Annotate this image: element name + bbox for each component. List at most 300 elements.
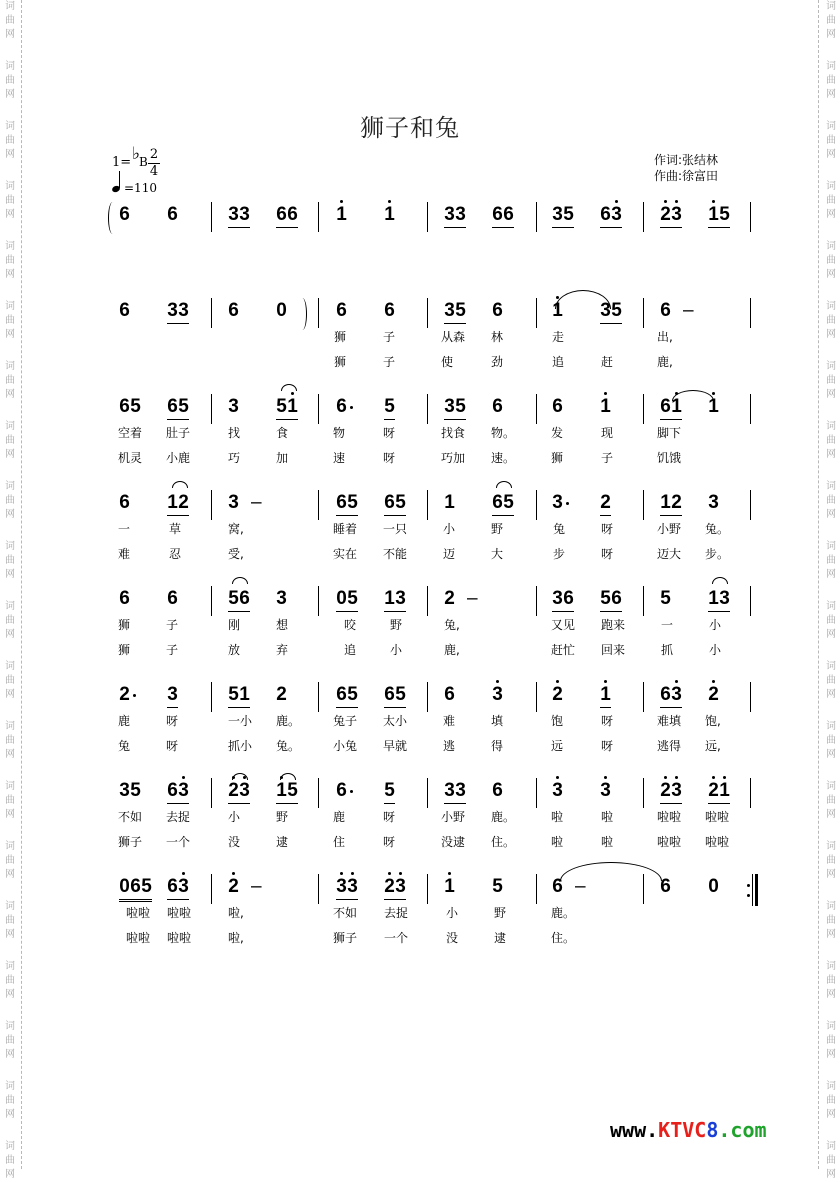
barline bbox=[211, 874, 212, 904]
watermark-char: 词 bbox=[826, 601, 836, 612]
note-group: 1 bbox=[600, 396, 611, 418]
lyric-verse-1: 鹿。 bbox=[276, 714, 301, 728]
watermark-char: 网 bbox=[826, 209, 836, 220]
slur-tie bbox=[232, 577, 248, 584]
watermark-char: 曲 bbox=[826, 915, 836, 926]
slur-tie bbox=[496, 481, 512, 488]
watermark-char: 词 bbox=[5, 721, 15, 732]
watermark-char: 词 bbox=[5, 121, 15, 132]
note-group: 1 5 bbox=[708, 204, 730, 228]
lyric-verse-2: 兔。 bbox=[276, 739, 301, 753]
watermark-group bbox=[3, 1020, 17, 1062]
watermark-char: 网 bbox=[826, 929, 836, 940]
note-group: 35 bbox=[444, 300, 466, 324]
note-group: 1 bbox=[552, 300, 563, 322]
note-group: 1 bbox=[600, 684, 611, 708]
watermark-char: 曲 bbox=[826, 195, 836, 206]
note-group: 6 bbox=[119, 204, 130, 225]
note-group: 6 bbox=[492, 780, 503, 801]
note-group: 1 bbox=[708, 396, 719, 418]
lyric-verse-2: 迈大 bbox=[657, 547, 682, 561]
watermark-char: 网 bbox=[826, 509, 836, 520]
tempo-value: =110 bbox=[124, 181, 157, 195]
watermark-char: 词 bbox=[5, 1021, 15, 1032]
watermark-char: 网 bbox=[5, 869, 15, 880]
barline bbox=[318, 682, 319, 712]
slur-tie bbox=[281, 384, 297, 391]
barline bbox=[643, 586, 644, 616]
lyric-verse-2: 速 bbox=[333, 451, 346, 465]
lyric-verse-2: 子 bbox=[601, 451, 614, 465]
slur-tie bbox=[172, 481, 188, 488]
note-group: 6 bbox=[119, 300, 130, 321]
lyric-verse-2: 步 bbox=[553, 547, 566, 561]
watermark-char: 词 bbox=[826, 121, 836, 132]
lyric-verse-1: 呀 bbox=[383, 426, 396, 440]
song-title: 狮子和兔 bbox=[360, 114, 460, 142]
watermark-char: 词 bbox=[826, 961, 836, 972]
watermark-char: 曲 bbox=[826, 495, 836, 506]
watermark-char: 网 bbox=[5, 209, 15, 220]
lyric-verse-2: 呀 bbox=[383, 835, 396, 849]
lyric-verse-2: 啦 bbox=[551, 835, 564, 849]
watermark-char: 网 bbox=[826, 629, 836, 640]
note-group: 3 bbox=[708, 492, 719, 513]
lyric-verse-2: 小 bbox=[709, 643, 722, 657]
watermark-char: 网 bbox=[826, 1109, 836, 1120]
barline bbox=[536, 490, 537, 520]
watermark-char: 曲 bbox=[5, 315, 15, 326]
barline bbox=[211, 682, 212, 712]
barline bbox=[750, 394, 751, 424]
lyric-verse-1: 跑来 bbox=[601, 618, 626, 632]
lyric-verse-1: 刚 bbox=[228, 618, 241, 632]
lyric-verse-1: 窝, bbox=[228, 522, 244, 536]
lyric-verse-1: 啦 bbox=[551, 810, 564, 824]
note-group: 3 3 bbox=[336, 876, 358, 900]
note-group: 5 bbox=[492, 876, 503, 897]
note-group: 2 bbox=[600, 492, 611, 516]
slur-tie bbox=[672, 390, 714, 401]
lyric-verse-2: 回来 bbox=[601, 643, 626, 657]
flat-icon: ♭ bbox=[132, 144, 141, 164]
final-barline-thin bbox=[752, 874, 753, 906]
watermark-char: 网 bbox=[5, 269, 15, 280]
note-group: 6 bbox=[444, 684, 455, 705]
note-group: 6 bbox=[660, 876, 671, 897]
note-group: 3 bbox=[276, 588, 287, 609]
lyric-verse-1: 林 bbox=[491, 330, 504, 344]
lyric-verse-1: 找食 bbox=[441, 426, 466, 440]
watermark-char: 词 bbox=[826, 1, 836, 12]
watermark-group bbox=[824, 1080, 838, 1122]
lyric-verse-1: 小 bbox=[443, 522, 456, 536]
lyric-verse-2: 逮 bbox=[276, 835, 289, 849]
watermark-char: 词 bbox=[826, 61, 836, 72]
watermark-char: 网 bbox=[5, 1169, 15, 1180]
watermark-char: 网 bbox=[826, 749, 836, 760]
watermark-char: 词 bbox=[5, 601, 15, 612]
watermark-char: 网 bbox=[5, 329, 15, 340]
lyric-verse-1: 物。 bbox=[491, 426, 516, 440]
lyric-verse-1: 一 bbox=[661, 618, 674, 632]
watermark-char: 网 bbox=[826, 869, 836, 880]
lyric-verse-2: 追 bbox=[552, 355, 565, 369]
lyric-verse-2: 狮子 bbox=[118, 835, 143, 849]
barline bbox=[643, 490, 644, 520]
lyric-verse-2: 追 bbox=[344, 643, 357, 657]
lyric-verse-1: 小 bbox=[709, 618, 722, 632]
lyric-verse-2: 实在 bbox=[333, 547, 358, 561]
note-group: 35 bbox=[552, 204, 574, 228]
time-signature: 2 4 bbox=[149, 147, 159, 179]
watermark-char: 词 bbox=[5, 781, 15, 792]
barline bbox=[643, 202, 644, 232]
lyric-verse-2: 忍 bbox=[169, 547, 182, 561]
watermark-char: 网 bbox=[826, 569, 836, 580]
note-group: 6 bbox=[492, 300, 503, 321]
lyric-verse-2: 赶 bbox=[601, 355, 614, 369]
barline bbox=[211, 394, 212, 424]
note-group: 65 bbox=[492, 492, 514, 516]
lyric-verse-1: 啦, bbox=[228, 906, 244, 920]
lyric-verse-2: 狮 bbox=[551, 451, 564, 465]
lyric-verse-1: 小 bbox=[446, 906, 459, 920]
barline bbox=[750, 682, 751, 712]
watermark-char: 网 bbox=[5, 689, 15, 700]
lyric-verse-2: 小鹿 bbox=[166, 451, 191, 465]
final-barline-thick bbox=[755, 874, 758, 906]
watermark-char: 曲 bbox=[5, 435, 15, 446]
note-group: 2 3 bbox=[660, 204, 682, 228]
lyric-verse-1: 野 bbox=[276, 810, 289, 824]
lyric-verse-2: 啦啦 bbox=[657, 835, 682, 849]
lyric-verse-2: 没 bbox=[446, 931, 459, 945]
lyric-verse-2: 啦啦 bbox=[167, 931, 192, 945]
lyric-verse-2: 劲 bbox=[491, 355, 504, 369]
barline bbox=[211, 202, 212, 232]
watermark-char: 曲 bbox=[5, 1035, 15, 1046]
lyric-verse-1: 子 bbox=[383, 330, 396, 344]
note-group: 33 bbox=[167, 300, 189, 324]
watermark-char: 曲 bbox=[5, 255, 15, 266]
note-group: 51 bbox=[276, 396, 298, 420]
watermark-char: 曲 bbox=[826, 15, 836, 26]
barline bbox=[536, 202, 537, 232]
note-group: 63 bbox=[167, 876, 189, 900]
note-group: 36 bbox=[552, 588, 574, 612]
lyric-verse-1: 食 bbox=[276, 426, 289, 440]
lyric-verse-1: 狮 bbox=[334, 330, 347, 344]
watermark-char: 词 bbox=[826, 301, 836, 312]
watermark-group bbox=[824, 60, 838, 102]
watermark-char: 网 bbox=[826, 89, 836, 100]
watermark-char: 网 bbox=[5, 509, 15, 520]
lyric-verse-2: 呀 bbox=[601, 547, 614, 561]
note-group: 6 – bbox=[552, 876, 586, 897]
watermark-char: 网 bbox=[5, 809, 15, 820]
lyric-verse-2: 兔 bbox=[118, 739, 131, 753]
barline bbox=[536, 298, 537, 328]
lyric-verse-2: 早就 bbox=[383, 739, 408, 753]
watermark-char: 曲 bbox=[826, 795, 836, 806]
note-group: 65 bbox=[336, 492, 358, 516]
lyric-verse-1: 呀 bbox=[601, 522, 614, 536]
lyric-verse-1: 又见 bbox=[551, 618, 576, 632]
watermark-group bbox=[3, 0, 17, 42]
barline bbox=[536, 586, 537, 616]
lyric-verse-2: 子 bbox=[166, 643, 179, 657]
barline bbox=[536, 874, 537, 904]
note-group: 1 bbox=[444, 492, 455, 513]
watermark-char: 曲 bbox=[5, 1155, 15, 1166]
lyric-verse-1: 走 bbox=[552, 330, 565, 344]
lyric-verse-1: 一只 bbox=[383, 522, 408, 536]
note-group: 6 bbox=[336, 300, 347, 321]
barline bbox=[427, 298, 428, 328]
watermark-char: 网 bbox=[5, 149, 15, 160]
barline bbox=[318, 298, 319, 328]
note-group: 65 bbox=[119, 396, 141, 417]
right-margin-line bbox=[818, 0, 819, 1169]
lyric-verse-1: 鹿 bbox=[333, 810, 346, 824]
lyric-verse-1: 野 bbox=[390, 618, 403, 632]
note-group: 6 bbox=[228, 300, 239, 321]
note-group: 2 – bbox=[228, 876, 262, 898]
note-group: 6 – bbox=[660, 300, 694, 321]
watermark-char: 曲 bbox=[5, 75, 15, 86]
lyric-verse-2: 放 bbox=[228, 643, 241, 657]
lyric-verse-2: 迈 bbox=[443, 547, 456, 561]
barline bbox=[750, 586, 751, 616]
watermark-char: 词 bbox=[5, 421, 15, 432]
lyric-verse-2: 一个 bbox=[166, 835, 191, 849]
watermark-char: 曲 bbox=[5, 975, 15, 986]
key-tonic: 1= bbox=[112, 155, 132, 170]
note-group: 2 bbox=[552, 684, 563, 706]
lyric-verse-2: 巧 bbox=[228, 451, 241, 465]
lyric-verse-2: 啦啦 bbox=[126, 931, 151, 945]
lyric-verse-1: 啦啦 bbox=[126, 906, 151, 920]
barline bbox=[427, 394, 428, 424]
note-group: 12 bbox=[660, 492, 682, 516]
lyric-verse-1: 一小 bbox=[228, 714, 253, 728]
lyric-verse-2: 巧加 bbox=[441, 451, 466, 465]
lyric-verse-1: 呀 bbox=[383, 810, 396, 824]
note-group: 6 bbox=[336, 396, 347, 418]
lyric-verse-2: 逃得 bbox=[657, 739, 682, 753]
lyric-verse-1: 小 bbox=[228, 810, 241, 824]
note-group: 5 bbox=[384, 780, 395, 804]
lyric-verse-2: 鹿, bbox=[657, 355, 673, 369]
barline bbox=[427, 874, 428, 904]
watermark-char: 曲 bbox=[5, 795, 15, 806]
lyric-verse-2: 逮 bbox=[494, 931, 507, 945]
watermark-char: 曲 bbox=[826, 255, 836, 266]
lyric-verse-1: 小野 bbox=[441, 810, 466, 824]
lyric-verse-2: 呀 bbox=[383, 451, 396, 465]
note-group: 065 bbox=[119, 876, 152, 902]
watermark-char: 曲 bbox=[5, 675, 15, 686]
lyric-verse-1: 填 bbox=[491, 714, 504, 728]
note-group: 12 bbox=[167, 492, 189, 516]
note-group: 6 bbox=[552, 396, 563, 417]
watermark-char: 网 bbox=[5, 989, 15, 1000]
note-group: 3 bbox=[552, 780, 563, 802]
lyric-verse-2: 住。 bbox=[491, 835, 516, 849]
lyric-verse-2: 不能 bbox=[383, 547, 408, 561]
barline bbox=[750, 298, 751, 328]
note-group: 6 bbox=[167, 204, 178, 225]
site-logo: www.KTVC8.com bbox=[610, 1118, 767, 1142]
barline bbox=[318, 586, 319, 616]
lyric-verse-1: 鹿。 bbox=[551, 906, 576, 920]
note-group: 65 bbox=[384, 492, 406, 516]
lyric-verse-1: 一 bbox=[118, 522, 131, 536]
barline bbox=[643, 778, 644, 808]
barline bbox=[211, 778, 212, 808]
watermark-char: 词 bbox=[826, 181, 836, 192]
note-group: 1 bbox=[384, 204, 395, 226]
lyric-verse-2: 呀 bbox=[601, 739, 614, 753]
lyric-verse-2: 小 bbox=[390, 643, 403, 657]
lyric-verse-1: 饱, bbox=[705, 714, 721, 728]
watermark-char: 词 bbox=[826, 541, 836, 552]
watermark-char: 曲 bbox=[826, 1035, 836, 1046]
lyric-verse-1: 肚子 bbox=[166, 426, 191, 440]
note-group: 65 bbox=[336, 684, 358, 708]
lyric-verse-1: 鹿。 bbox=[491, 810, 516, 824]
note-group: 3 bbox=[552, 492, 563, 514]
credits bbox=[654, 152, 718, 184]
note-group: 6 bbox=[119, 492, 130, 513]
watermark-char: 词 bbox=[5, 901, 15, 912]
barline bbox=[750, 778, 751, 808]
score-row-8 bbox=[0, 874, 840, 964]
note-group: 2 bbox=[276, 684, 287, 705]
note-group: 3 – bbox=[228, 492, 262, 513]
watermark-char: 网 bbox=[5, 89, 15, 100]
watermark-char: 曲 bbox=[5, 195, 15, 206]
lyric-verse-1: 不如 bbox=[118, 810, 143, 824]
repeat-start-bracket bbox=[108, 202, 117, 234]
watermark-char: 网 bbox=[5, 749, 15, 760]
barline bbox=[536, 778, 537, 808]
watermark-char: 曲 bbox=[826, 315, 836, 326]
watermark-group bbox=[824, 1140, 838, 1182]
lyric-verse-2: 啦啦 bbox=[705, 835, 730, 849]
watermark-char: 词 bbox=[5, 481, 15, 492]
watermark-char: 曲 bbox=[826, 975, 836, 986]
watermark-char: 网 bbox=[5, 389, 15, 400]
watermark-char: 曲 bbox=[5, 615, 15, 626]
barline bbox=[750, 490, 751, 520]
score-row-5 bbox=[0, 586, 840, 676]
lyric-verse-1: 发 bbox=[551, 426, 564, 440]
note-group: 63 bbox=[660, 684, 682, 708]
watermark-char: 网 bbox=[5, 569, 15, 580]
watermark-char: 词 bbox=[826, 1141, 836, 1152]
watermark-char: 曲 bbox=[5, 555, 15, 566]
lyric-verse-1: 难填 bbox=[657, 714, 682, 728]
barline bbox=[427, 682, 428, 712]
barline bbox=[643, 298, 644, 328]
watermark-char: 词 bbox=[5, 61, 15, 72]
note-group: 3 bbox=[228, 396, 239, 417]
lyric-verse-2: 鹿, bbox=[444, 643, 460, 657]
note-group: 6 bbox=[492, 396, 503, 417]
note-group: 33 bbox=[444, 780, 466, 804]
note-group: 6 bbox=[167, 588, 178, 609]
watermark-char: 曲 bbox=[5, 735, 15, 746]
lyric-verse-2: 没 bbox=[228, 835, 241, 849]
watermark-char: 网 bbox=[826, 269, 836, 280]
note-group: 56 bbox=[600, 588, 622, 612]
watermark-group bbox=[3, 960, 17, 1002]
watermark-char: 网 bbox=[826, 1049, 836, 1060]
note-group: 2 3 bbox=[384, 876, 406, 900]
note-group: 2 3 bbox=[228, 780, 250, 804]
score-row-3 bbox=[0, 394, 840, 484]
note-group: 2 3 bbox=[660, 780, 682, 804]
watermark-char: 词 bbox=[826, 661, 836, 672]
left-margin-line bbox=[21, 0, 22, 1169]
lyric-verse-1: 兔 bbox=[553, 522, 566, 536]
note-group: 1 bbox=[444, 876, 455, 898]
watermark-char: 曲 bbox=[826, 375, 836, 386]
watermark-char: 曲 bbox=[5, 135, 15, 146]
note-group: 61 bbox=[660, 396, 682, 420]
lyric-verse-1: 出, bbox=[657, 330, 673, 344]
lyric-verse-2: 弃 bbox=[276, 643, 289, 657]
watermark-char: 曲 bbox=[826, 75, 836, 86]
note-group: 0 bbox=[276, 300, 287, 321]
lyric-verse-1: 去捉 bbox=[384, 906, 409, 920]
lyric-verse-1: 啦 bbox=[601, 810, 614, 824]
note-group: 56 bbox=[228, 588, 250, 612]
lyric-verse-2: 受, bbox=[228, 547, 244, 561]
watermark-group bbox=[3, 1140, 17, 1182]
note-group: 35 bbox=[119, 780, 141, 801]
lyric-verse-1: 太小 bbox=[383, 714, 408, 728]
barline bbox=[211, 490, 212, 520]
watermark-char: 网 bbox=[5, 449, 15, 460]
note-group: 65 bbox=[384, 684, 406, 708]
repeat-end-bracket bbox=[298, 298, 307, 330]
watermark-char: 网 bbox=[826, 449, 836, 460]
watermark-char: 曲 bbox=[826, 855, 836, 866]
watermark-group bbox=[824, 0, 838, 42]
note-group: 2 1 bbox=[708, 780, 730, 804]
note-group: 2 – bbox=[444, 588, 478, 609]
score-row-6 bbox=[0, 682, 840, 772]
note-group: 6 bbox=[119, 588, 130, 609]
barline bbox=[318, 778, 319, 808]
note-group: 65 bbox=[167, 396, 189, 420]
slur-tie bbox=[232, 773, 248, 780]
lyric-verse-2: 狮 bbox=[118, 643, 131, 657]
barline bbox=[318, 394, 319, 424]
repeat-dot bbox=[747, 894, 750, 897]
barline bbox=[427, 778, 428, 808]
score-row-4 bbox=[0, 490, 840, 580]
watermark-group bbox=[824, 120, 838, 162]
note-group: 63 bbox=[600, 204, 622, 228]
watermark-char: 词 bbox=[826, 481, 836, 492]
lyric-verse-1: 咬 bbox=[344, 618, 357, 632]
lyric-verse-2: 速。 bbox=[491, 451, 516, 465]
watermark-char: 曲 bbox=[5, 855, 15, 866]
